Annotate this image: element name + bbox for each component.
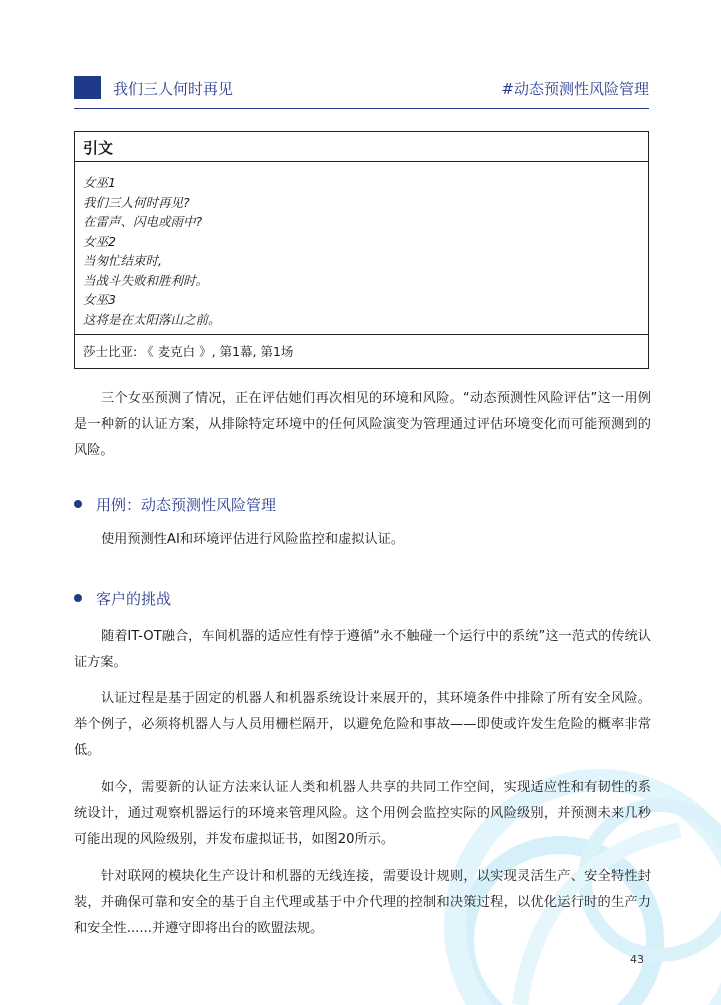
page-header bbox=[74, 76, 649, 110]
section-heading-challenge bbox=[74, 588, 171, 609]
quote-line: 在雷声、闪电或雨中? bbox=[83, 214, 203, 229]
challenge-paragraph: 随着IT-OT融合，车间机器的适应性有悖于遵循“永不触碰一个运行中的系统”这一范式的传统认证方案。 bbox=[74, 629, 651, 670]
header-chapter-title: 我们三人何时再见 bbox=[113, 80, 234, 98]
quote-line: 女巫1 bbox=[83, 175, 116, 190]
quote-line: 女巫3 bbox=[83, 292, 116, 307]
quote-line: 当匆忙结束时, bbox=[83, 253, 162, 268]
section-heading-text: 用例：动态预测性风险管理 bbox=[96, 496, 277, 514]
bullet-icon bbox=[74, 500, 82, 508]
quote-line: 这将是在太阳落山之前。 bbox=[83, 311, 221, 327]
bullet-icon bbox=[74, 594, 82, 602]
challenge-paragraph: 如今，需要新的认证方法来认证人类和机器人共享的共同工作空间，实现适应性和有韧性的系统设计，通过观察机器运行的环境来管理风险。这个用例会监控实际的风险级别，并预测未来几秒可能出现的风险级别，并发布虚拟证书，如图20所示。 bbox=[74, 780, 651, 847]
quote-box bbox=[74, 131, 649, 369]
challenge-paragraph: 认证过程是基于固定的机器人和机器系统设计来展开的，其环境条件中排除了所有安全风险。举个例子，必须将机器人与人员用栅栏隔开，以避免危险和事故——即使或许发生危险的概率非常低。 bbox=[74, 691, 651, 758]
section-heading-use-case bbox=[74, 494, 276, 515]
section-heading-text: 客户的挑战 bbox=[96, 590, 172, 608]
quote-title: 引文 bbox=[75, 132, 648, 162]
header-divider bbox=[74, 108, 649, 109]
quote-body bbox=[75, 162, 648, 335]
quote-line: 我们三人何时再见? bbox=[83, 194, 190, 210]
quote-line: 当战斗失败和胜利时。 bbox=[83, 272, 209, 288]
page-number: 43 bbox=[630, 953, 644, 966]
quote-line: 女巫2 bbox=[83, 233, 116, 249]
intro-paragraph: 三个女巫预测了情况，正在评估她们再次相见的环境和风险。“动态预测性风险评估”这一用例是一种新的认证方案，从排除特定环境中的任何风险演变为管理通过评估环境变化而可能预测到的风险。 bbox=[74, 391, 651, 458]
use-case-paragraph: 使用预测性AI和环境评估进行风险监控和虚拟认证。 bbox=[101, 532, 405, 547]
header-brand-square bbox=[74, 76, 101, 99]
quote-source: 莎士比亚: 《 麦克白 》, 第1幕, 第1场 bbox=[83, 344, 294, 359]
header-topic-tag: #动态预测性风险管理 bbox=[501, 80, 649, 98]
challenge-paragraph: 针对联网的模块化生产设计和机器的无线连接，需要设计规则，以实现灵活生产、安全特性封装，并确保可靠和安全的基于自主代理或基于中介代理的控制和决策过程，以优化运行时的生产力和安全性......并遵守即将出台的欧盟法规。 bbox=[74, 869, 651, 936]
